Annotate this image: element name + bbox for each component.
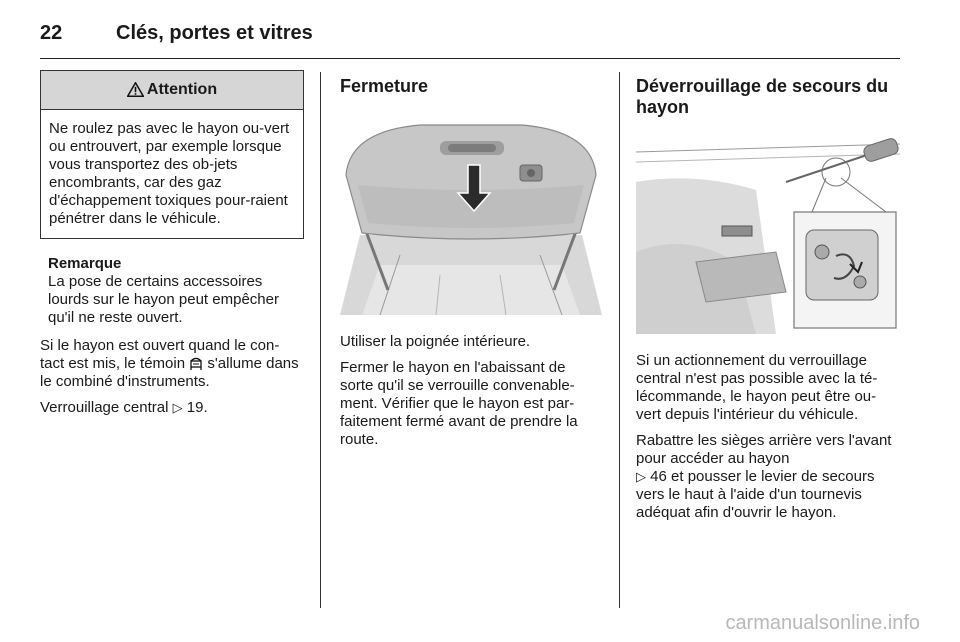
page-ref-number[interactable]: 19.: [186, 399, 208, 416]
closing-paragraph-2: Fermer le hayon en l'abaissant de sorte qu'il se verrouille convenable-ment. Vérifier que le hayon est par-faitement fermé avant de prendre la route.: [340, 359, 578, 448]
emergency-release-illustration: [636, 132, 900, 334]
emergency-paragraph-2: [636, 432, 900, 522]
para-text-before-ref: Rabattre les sièges arrière vers l'avant pour accéder au hayon: [636, 432, 892, 467]
page-header: [40, 18, 900, 59]
ref-text: Verrouillage central: [40, 399, 169, 416]
page-ref-arrow-icon: ▷: [636, 469, 646, 484]
column-divider-1: [320, 72, 321, 608]
page-ref-arrow-icon: ▷: [172, 400, 183, 415]
section-title-emergency-release: Déverrouillage de secours du hayon: [636, 76, 889, 117]
section-title-closing: Fermeture: [340, 76, 429, 96]
para-text-after-ref: et pousser le levier de secours vers le haut à l'aide d'un tournevis adéquat afin d'ouvrir le hayon.: [636, 468, 875, 521]
watermark: carmanualsonline.info: [725, 612, 920, 634]
column-left: [40, 70, 302, 425]
chapter-title: Clés, portes et vitres: [116, 22, 313, 44]
emergency-paragraph-1: Si un actionnement du verrouillage central n'est pas possible avec la té-lécommande, le hayon peut être ou-vert depuis l'intérieur du véhicule.: [636, 352, 878, 423]
warning-text: Ne roulez pas avec le hayon ou-vert ou entrouvert, par exemple lorsque vous transportez des ob-jets encombrants, car des gaz d'échappement toxiques pour-raient pénétrer dans le véhicule.: [49, 120, 290, 227]
closing-paragraph-1: Utiliser la poignée intérieure.: [340, 333, 531, 350]
para-text-before-icon: Si le hayon est ouvert quand le con-tact est mis, le témoin: [40, 337, 280, 372]
page-number: 22: [40, 22, 63, 44]
warning-title: Attention: [146, 81, 218, 98]
central-locking-ref: [40, 399, 302, 417]
page-ref-number[interactable]: 46: [650, 468, 667, 485]
tailgate-open-paragraph: [40, 337, 302, 391]
tailgate-closing-illustration: [340, 115, 602, 315]
tailgate-warning-icon: [189, 355, 207, 372]
column-middle: [340, 70, 602, 457]
note-text: La pose de certains accessoires lourds sur le hayon peut empêcher qu'il ne reste ouvert.: [48, 273, 279, 326]
column-right: [636, 70, 900, 530]
note-title: Remarque: [48, 255, 122, 272]
warning-box: [40, 70, 304, 239]
warning-triangle-icon: [127, 80, 144, 100]
para-text-after-icon: s'allume dans le combiné d'instruments.: [40, 355, 299, 390]
warning-header: [41, 71, 303, 110]
note-block: [48, 255, 302, 327]
column-divider-2: [619, 72, 620, 608]
